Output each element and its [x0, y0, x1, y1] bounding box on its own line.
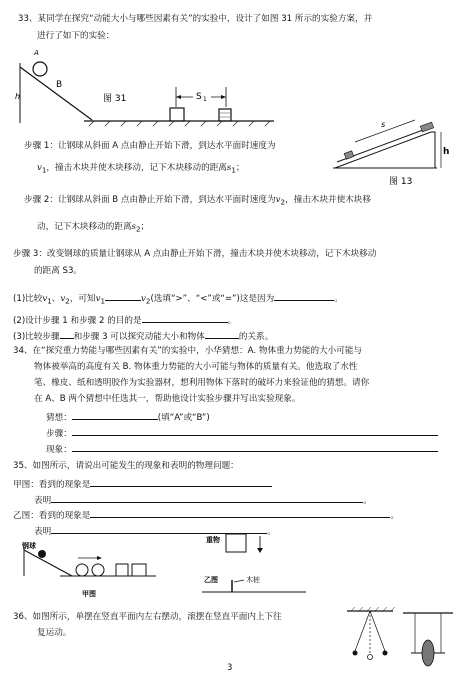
q33-sub2: (2)设计步骤 1 和步骤 2 的目的是 。 [13, 313, 236, 327]
answer-blank-compare[interactable] [105, 291, 141, 301]
jia-caption: 甲图 [82, 590, 96, 598]
pendulum-bob-left [353, 651, 358, 656]
q34-steps: 步骤： [46, 426, 438, 440]
answer-blank-step[interactable] [60, 329, 74, 339]
q35-jia-meaning: 表明 。 [34, 493, 372, 507]
q34-guess: 猜想： (填“A”或“B”) [46, 410, 210, 424]
maxwell-wheel [422, 640, 434, 666]
yi-heavy-object [226, 534, 246, 552]
q35-yi-phenomenon: 乙图：看到的现象是 。 [13, 508, 399, 522]
jia-ramp [24, 550, 72, 576]
fig31-label-b: B [56, 80, 63, 90]
answer-blank-jia-phenomenon[interactable] [90, 477, 272, 487]
answer-blank-jia-meaning[interactable] [51, 493, 363, 503]
answer-blank-reason[interactable] [274, 291, 334, 301]
q34-line-1: 34、在“探究重力势能与哪些因素有关”的实验中，小华猜想：A. 物体重力势能的大小可能与 [13, 346, 363, 356]
pendulum-string-right [370, 611, 385, 651]
q33-line-2: 进行了如下的实验： [37, 31, 115, 41]
q34-line-3: 笔、橡皮、纸和透明胶作为实验器材，想利用物体下落时的破坏力来验证他的猜想。请你 [34, 378, 370, 388]
jia-label-steel-ball: 钢球 [22, 542, 36, 550]
q35-yi-meaning: 表明 。 [34, 524, 276, 538]
fig31-block [170, 108, 184, 121]
yi-caption: 乙图 [204, 576, 218, 584]
yi-label-wood: 木桩 [246, 576, 260, 584]
fig13-cart [420, 122, 433, 132]
fig31-hatching [89, 121, 270, 126]
var-v: v [37, 163, 42, 173]
q33-step2-line-a: 步骤 2：让钢球从斜面 B 点由静止开始下滑，到达水平面时速度为$v_2$，撞击木块并使木块移 [24, 195, 371, 207]
jia-motion-arrowhead [97, 556, 102, 560]
fig31-label-s: S [196, 92, 202, 102]
figure-13 [331, 118, 451, 188]
q33-step3-line-b: 的距离 S3。 [34, 266, 83, 276]
q33-step1-line-a: 步骤 1：让钢球从斜面 A 点由静止开始下滑，到达水平面时速度为 [24, 141, 276, 151]
fig31-block-moved [219, 109, 231, 121]
q34-line-4: 在 A、B 两个猜想中任选其一，帮助他设计实验步骤并写出实验现象。 [34, 394, 301, 404]
q36-line-1: 36、如图所示，单摆在竖直平面内左右摆动，滚摆在竖直平面内上下往 [13, 612, 282, 622]
jia-block-2 [132, 564, 146, 576]
fig31-label-h: h [15, 92, 21, 101]
fig13-caption: 图 13 [389, 177, 413, 187]
fig31-block-texture [220, 113, 230, 117]
yi-label-heavy: 重物 [206, 536, 220, 544]
figure-31 [14, 47, 314, 132]
page-number: 3 [227, 663, 233, 673]
answer-blank-factor[interactable] [205, 329, 239, 339]
fig31-label-a: A [34, 49, 39, 57]
q33-step2-line-b: 动，记下木块移动的距离$s_2$； [37, 222, 150, 234]
jia-ball-2 [76, 564, 88, 576]
fig13-label-h: h [443, 147, 450, 157]
figure-jia [20, 538, 160, 600]
q35-jia-phenomenon: 甲图：看到的现象是 [13, 477, 272, 491]
pendulum-bob-right [383, 651, 388, 656]
q33-step3-line-a: 步骤 3：改变钢球的质量让钢球从 A 点由静止开始下滑，撞击木块并使木块移动，记下木块移动 [13, 249, 377, 259]
q33-step1-line-b: $v_1$，撞击木块并使木块移动，记下木块移动的距离$s_1$； [37, 163, 245, 175]
fig31-ball [33, 62, 47, 76]
fig31-arrowhead-left [176, 95, 181, 99]
answer-blank-yi-phenomenon[interactable] [90, 508, 390, 518]
fig13-block [344, 151, 354, 159]
answer-blank-purpose[interactable] [142, 313, 228, 323]
yi-fall-arrowhead [257, 548, 263, 553]
q35-line-1: 35、如图所示，请说出可能发生的现象和表明的物理问题： [13, 461, 239, 471]
jia-ball [38, 550, 46, 558]
fig31-label-s-sub: 1 [203, 96, 207, 103]
q33-line-1: 33、某同学在探究“动能大小与哪些因素有关”的实验中，设计了如图 31 所示的实验方案，并 [18, 14, 373, 24]
figure-yi [200, 530, 310, 602]
q33-sub1: (1)比较$v_1$、$v_2$，可知$v_1$ $v_2$(选填“>”、“<”或“=”)这是因为 。 [13, 291, 343, 307]
fig13-label-s: s [381, 120, 386, 129]
answer-blank-guess[interactable] [72, 410, 158, 420]
q36-line-2: 复运动。 [37, 628, 72, 638]
q34-phenomenon: 现象： [46, 442, 438, 456]
answer-blank-phenomenon[interactable] [72, 442, 438, 452]
fig31-arrowhead-right [221, 95, 226, 99]
pendulum-bob-center [368, 655, 373, 660]
jia-block [116, 564, 128, 576]
fig13-ramp [335, 132, 435, 168]
fig31-caption: 图 31 [103, 94, 127, 104]
figure-pendulum [345, 607, 457, 671]
jia-ball-3 [92, 564, 104, 576]
fig31-ramp [20, 67, 92, 120]
answer-blank-steps[interactable] [72, 426, 438, 436]
q33-sub3: (3)比较步骤 和步骤 3 可以探究动能大小和物体 的关系。 [13, 329, 273, 343]
q34-line-2: 物体被举高的高度有关 B. 物体重力势能的大小可能与物体的质量有关。他选取了水性 [34, 362, 358, 372]
yi-pointer [234, 580, 244, 582]
pendulum-string-left [355, 611, 370, 651]
